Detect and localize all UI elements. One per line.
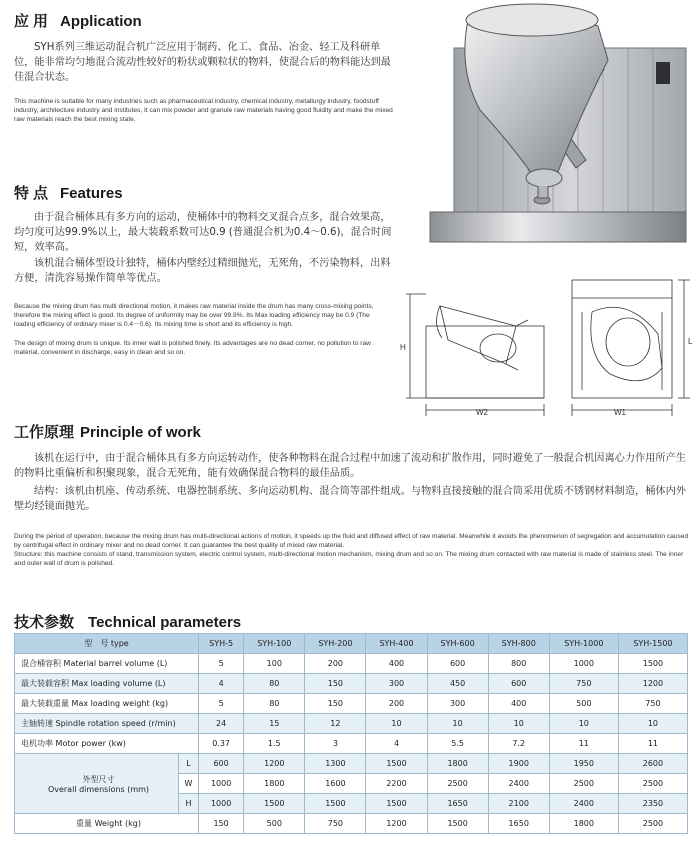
table-cell: 2500	[618, 814, 687, 834]
table-cell: 2350	[618, 794, 687, 814]
principle-text-cn-2: 结构：该机由机座、传动系统、电器控制系统、多向运动机构、混合筒等部件组成。与物料直接接触的混合筒采用优质不锈钢材料制造，桶体内外壁均经镜面抛光。	[14, 486, 686, 512]
table-cell: 150	[305, 674, 366, 694]
table-cell: 100	[244, 654, 305, 674]
table-cell: 1200	[618, 674, 687, 694]
row-label: 最大装载重量 Max loading weight (kg)	[15, 694, 199, 714]
table-cell: 1000	[199, 774, 244, 794]
table-cell: 150	[305, 694, 366, 714]
features-title-en: Features	[60, 185, 123, 202]
table-cell: 150	[199, 814, 244, 834]
table-cell: 5.5	[427, 734, 488, 754]
row-label: 混合桶容积 Material barrel volume (L)	[15, 654, 199, 674]
table-cell: 2100	[488, 794, 549, 814]
table-cell: 1800	[549, 814, 618, 834]
table-cell: 1650	[488, 814, 549, 834]
table-cell: 600	[199, 754, 244, 774]
label-w1: W1	[614, 408, 626, 417]
row-label: 电机功率 Motor power (kw)	[15, 734, 199, 754]
table-cell: 1500	[244, 794, 305, 814]
table-cell: 11	[618, 734, 687, 754]
table-cell: 80	[244, 694, 305, 714]
table-cell: 200	[366, 694, 427, 714]
table-cell: 4	[199, 674, 244, 694]
table-cell: 3	[305, 734, 366, 754]
features-text-en-1: Because the mixing drum has multi directional motion, it makes raw material inside the drum has many cross-mixing points, therefore the mixing effect is good. Its degree of uniformity may be over 99.9%. Its Max loading efficiency may be 0.9 (The loading efficiency of ordinary mixer is 0.4－0.6). Its mixing time is short and its efficiency is high.	[14, 303, 374, 329]
table-cell: 400	[488, 694, 549, 714]
features-text-cn-1: 由于混合桶体具有多方向的运动，使桶体中的物料交叉混合点多，混合效果高，均匀度可达99.9%以上，最大装载系数可达0.9 (普通混合机为0.4～0.6)，混合时间短，效率高。	[14, 212, 392, 253]
row-label: 主轴转速 Spindle rotation speed (r/min)	[15, 714, 199, 734]
table-cell: 1600	[305, 774, 366, 794]
label-h: H	[400, 343, 406, 352]
application-title-cn: 应用	[14, 12, 53, 30]
model-header: SYH-600	[427, 634, 488, 654]
dimension-drawing	[396, 272, 700, 420]
table-cell: 15	[244, 714, 305, 734]
table-cell: 800	[488, 654, 549, 674]
table-row	[15, 674, 688, 694]
table-cell: 1500	[366, 754, 427, 774]
table-cell: 1200	[366, 814, 427, 834]
table-cell: 1500	[366, 794, 427, 814]
table-cell: 1500	[427, 814, 488, 834]
table-cell: 1300	[305, 754, 366, 774]
dims-label-en: Overall dimensions (mm)	[47, 784, 150, 794]
table-cell: 2500	[549, 774, 618, 794]
table-cell: 2500	[618, 774, 687, 794]
dims-sub-label: L	[179, 754, 199, 774]
table-cell: 1500	[618, 654, 687, 674]
table-cell: 24	[199, 714, 244, 734]
table-row	[15, 694, 688, 714]
principle-title-cn: 工作原理	[14, 423, 75, 441]
table-cell: 1650	[427, 794, 488, 814]
table-row	[15, 814, 688, 834]
model-header: SYH-200	[305, 634, 366, 654]
dims-label	[15, 754, 179, 814]
table-cell: 80	[244, 674, 305, 694]
table-cell: 10	[488, 714, 549, 734]
table-row	[15, 714, 688, 734]
label-w2: W2	[476, 408, 488, 417]
row-label: 最大装载容积 Max loading volume (L)	[15, 674, 199, 694]
row-label: 重量 Weight (kg)	[15, 814, 199, 834]
label-l: L	[688, 337, 693, 346]
table-row	[15, 654, 688, 674]
table-row	[15, 754, 688, 774]
table-cell: 2600	[618, 754, 687, 774]
table-cell: 1500	[305, 794, 366, 814]
features-heading	[14, 182, 123, 203]
mixer-machine-photo	[408, 0, 700, 248]
table-cell: 1900	[488, 754, 549, 774]
table-cell: 300	[366, 674, 427, 694]
principle-text-en-2: Structure: this machine consists of stand, transmission system, electric control system, multi-directional motion mechanism, mixing drum and so on. The mixing drum contacted with raw material is made of stainless steel. The inner and outer wall of drum is polished.	[14, 551, 684, 568]
principle-title-en: Principle of work	[80, 424, 201, 441]
technical-title-cn: 技术参数	[14, 613, 75, 631]
table-cell: 1000	[199, 794, 244, 814]
table-cell: 2500	[427, 774, 488, 794]
table-cell: 1200	[244, 754, 305, 774]
table-cell: 1800	[244, 774, 305, 794]
table-cell: 10	[549, 714, 618, 734]
application-text-en: This machine is suitable for many industries such as pharmaceutical industry, chemical industry, metallurgy industry, foodstuff industry, architecture industry and institutes, It can mix powder and granule raw materials having good fluidity and make the mixed raw materials reach the best mixing state.	[14, 98, 393, 124]
table-cell: 750	[549, 674, 618, 694]
table-cell: 300	[427, 694, 488, 714]
table-cell: 1950	[549, 754, 618, 774]
technical-title-en: Technical parameters	[88, 614, 242, 631]
table-cell: 7.2	[488, 734, 549, 754]
model-header: SYH-1500	[618, 634, 687, 654]
table-row	[15, 734, 688, 754]
table-cell: 1800	[427, 754, 488, 774]
application-heading	[14, 10, 142, 31]
table-cell: 0.37	[199, 734, 244, 754]
principle-heading	[14, 421, 201, 442]
table-cell: 5	[199, 694, 244, 714]
table-cell: 600	[427, 654, 488, 674]
model-header: SYH-1000	[549, 634, 618, 654]
table-cell: 1.5	[244, 734, 305, 754]
table-cell: 750	[618, 694, 687, 714]
table-cell: 750	[305, 814, 366, 834]
table-cell: 500	[549, 694, 618, 714]
type-header: 型 号 type	[15, 634, 199, 654]
dims-sub-label: W	[179, 774, 199, 794]
table-cell: 500	[244, 814, 305, 834]
table-cell: 10	[427, 714, 488, 734]
table-header-row	[15, 634, 688, 654]
table-cell: 200	[305, 654, 366, 674]
model-header: SYH-800	[488, 634, 549, 654]
technical-heading	[14, 611, 241, 632]
table-cell: 600	[488, 674, 549, 694]
table-cell: 400	[366, 654, 427, 674]
table-cell: 2400	[488, 774, 549, 794]
model-header: SYH-100	[244, 634, 305, 654]
table-cell: 450	[427, 674, 488, 694]
dims-label-cn: 外型尺寸	[82, 774, 115, 784]
features-title-cn: 特点	[14, 184, 53, 202]
table-cell: 5	[199, 654, 244, 674]
table-cell: 2400	[549, 794, 618, 814]
application-title-en: Application	[60, 13, 142, 30]
table-cell: 1000	[549, 654, 618, 674]
features-text-en-2: The design of mixing drum is unique. Its inner wall is polished finely. Its advantages are no dead corner, no pollution to raw material, convenient in discharge, easy in clean and so on.	[14, 340, 371, 357]
principle-text-en-1: During the period of operation, because the mixing drum has multi-directional actions of motion, it speeds up the fluid and diffused effect of raw material. Meanwhile it avoids the phenomenon of segregation and accumulation caused by centrifugal effect in ordinary mixer and no dead corner. It can guarantee the best quality of mixed raw material.	[14, 533, 689, 550]
model-header: SYH-400	[366, 634, 427, 654]
table-cell: 10	[618, 714, 687, 734]
table-cell: 2200	[366, 774, 427, 794]
features-text-cn-2: 该机混合桶体型设计独特，桶体内壁经过精细抛光，无死角，不污染物料，出料方便，清洗容易操作简单等优点。	[14, 258, 391, 284]
technical-parameters-table	[14, 633, 688, 834]
table-cell: 4	[366, 734, 427, 754]
table-cell: 10	[366, 714, 427, 734]
application-text-cn: SYH系列三维运动混合机广泛应用于制药、化工、食品、冶金、轻工及科研单位，能非常均匀地混合流动性较好的粉状或颗粒状的物料，使混合后的物料能达到最佳混合状态。	[14, 42, 391, 83]
dims-sub-label: H	[179, 794, 199, 814]
table-cell: 11	[549, 734, 618, 754]
table-cell: 12	[305, 714, 366, 734]
principle-text-cn-1: 该机在运行中，由于混合桶体具有多方向运转动作，使各种物料在混合过程中加速了流动和扩散作用，同时避免了一般混合机因离心力作用所产生的物料比重偏析和积聚现象，混合无死角，能有效确保混合物料的最佳品质。	[14, 453, 686, 479]
model-header: SYH-5	[199, 634, 244, 654]
